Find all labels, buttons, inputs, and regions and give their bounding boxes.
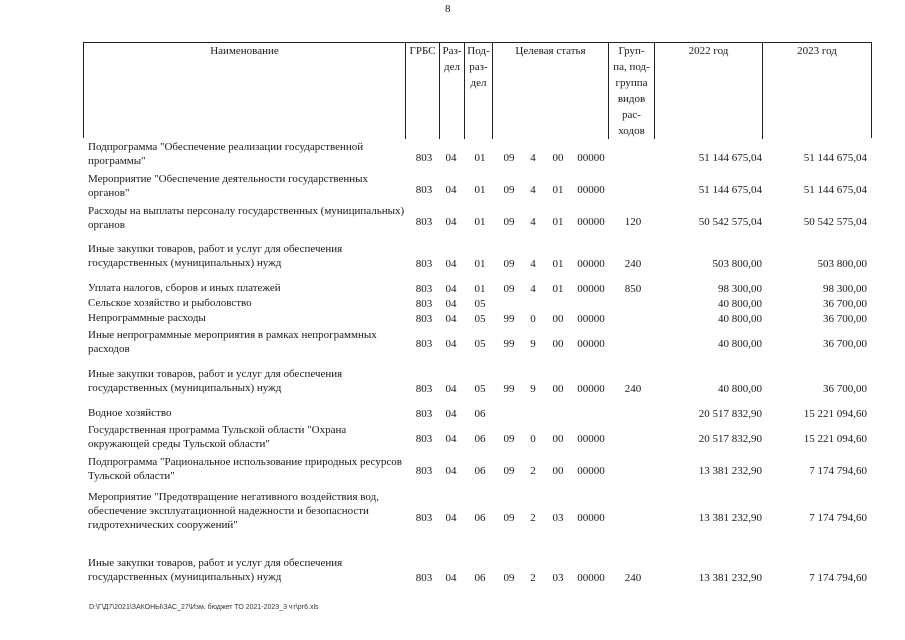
- cell-t2: 2: [530, 512, 536, 524]
- page-number: 8: [445, 3, 451, 15]
- cell-v2023: 7 174 794,60: [809, 572, 867, 584]
- cell-v2023: 50 542 575,04: [803, 216, 867, 228]
- cell-t2: 4: [530, 283, 536, 295]
- cell-v2023: 15 221 094,60: [803, 433, 867, 445]
- cell-t1: 09: [503, 258, 515, 270]
- cell-grbs: 803: [415, 184, 433, 196]
- cell-v2022: 50 542 575,04: [698, 216, 762, 228]
- row-name: Сельское хозяйство и рыболовство: [88, 297, 252, 309]
- row-name: Водное хозяйство: [88, 407, 172, 419]
- cell-t3: 00: [552, 338, 564, 350]
- cell-rz: 04: [445, 313, 457, 325]
- cell-t1: 09: [503, 512, 515, 524]
- cell-t1: 09: [503, 572, 515, 584]
- row-name: Иные закупки товаров, работ и услуг для обеспечения государственных (муниципальных) нужд: [88, 243, 343, 269]
- cell-v2022: 40 800,00: [718, 383, 762, 395]
- file-path-footer: D:\Г\Д7\2021\ЗАКОНЫ\ЗАС_27\Изм. бюджет ТО 2021-2023_3 чт\рг6.xls: [89, 604, 319, 611]
- row-name: Подпрограмма "Рациональное использование природных ресурсов Тульской области": [88, 456, 402, 482]
- cell-t1: 99: [503, 383, 515, 395]
- cell-rz: 04: [445, 258, 457, 270]
- cell-grbs: 803: [415, 313, 433, 325]
- header-2022: 2022 год: [655, 43, 763, 139]
- cell-rz: 04: [445, 283, 457, 295]
- cell-t1: 99: [503, 313, 515, 325]
- cell-pr: 01: [474, 152, 486, 164]
- cell-t1: 09: [503, 283, 515, 295]
- cell-pr: 06: [474, 433, 486, 445]
- cell-pr: 05: [474, 383, 486, 395]
- cell-rz: 04: [445, 216, 457, 228]
- cell-rz: 04: [445, 408, 457, 420]
- cell-t2: 4: [530, 216, 536, 228]
- row-name: Мероприятие "Предотвращение негативного воздействия вод, обеспечение эксплуатационной надежности и безопасности гидротехнических сооружений": [88, 491, 379, 531]
- cell-pr: 05: [474, 338, 486, 350]
- row-name: Иные непрограммные мероприятия в рамках непрограммных расходов: [88, 329, 377, 355]
- header-2023: 2023 год: [797, 45, 837, 57]
- cell-v2023: 98 300,00: [823, 283, 867, 295]
- cell-t3: 00: [552, 152, 564, 164]
- cell-rz: 04: [445, 572, 457, 584]
- cell-rz: 04: [445, 298, 457, 310]
- cell-grbs: 803: [415, 465, 433, 477]
- cell-pr: 01: [474, 258, 486, 270]
- cell-v2022: 40 800,00: [718, 313, 762, 325]
- cell-pr: 01: [474, 283, 486, 295]
- table-header: [83, 42, 872, 138]
- cell-rz: 04: [445, 184, 457, 196]
- cell-rz: 04: [445, 433, 457, 445]
- row-name: Расходы на выплаты персоналу государственных (муниципальных) органов: [88, 205, 405, 231]
- cell-v2023: 51 144 675,04: [803, 184, 867, 196]
- header-grbs: ГРБС: [406, 43, 440, 139]
- cell-v2022: 40 800,00: [718, 338, 762, 350]
- cell-v2023: 36 700,00: [823, 383, 867, 395]
- header-podrazdel: Под- раз- дел: [465, 43, 493, 139]
- cell-pr: 05: [474, 298, 486, 310]
- cell-t3: 00: [552, 465, 564, 477]
- cell-rz: 04: [445, 465, 457, 477]
- cell-v2022: 13 381 232,90: [698, 465, 762, 477]
- row-name: Подпрограмма "Обеспечение реализации государственной программы": [88, 141, 364, 167]
- cell-pr: 06: [474, 512, 486, 524]
- row-name: Непрограммные расходы: [88, 312, 206, 324]
- cell-pr: 06: [474, 408, 486, 420]
- cell-t3: 00: [552, 313, 564, 325]
- cell-rz: 04: [445, 512, 457, 524]
- cell-t1: 99: [503, 338, 515, 350]
- cell-t3: 01: [552, 283, 564, 295]
- cell-v2023: 36 700,00: [823, 313, 867, 325]
- cell-v2022: 13 381 232,90: [698, 512, 762, 524]
- cell-grbs: 803: [415, 152, 433, 164]
- cell-grbs: 803: [415, 258, 433, 270]
- cell-t3: 00: [552, 383, 564, 395]
- cell-t4: 00000: [577, 383, 605, 395]
- cell-pr: 01: [474, 216, 486, 228]
- cell-t3: 00: [552, 433, 564, 445]
- cell-t4: 00000: [577, 433, 605, 445]
- cell-t1: 09: [503, 465, 515, 477]
- cell-t3: 01: [552, 216, 564, 228]
- cell-t3: 01: [552, 258, 564, 270]
- cell-t2: 0: [530, 313, 536, 325]
- cell-t4: 00000: [577, 338, 605, 350]
- cell-v2022: 98 300,00: [718, 283, 762, 295]
- cell-t2: 4: [530, 152, 536, 164]
- cell-rz: 04: [445, 152, 457, 164]
- cell-pr: 06: [474, 465, 486, 477]
- cell-t2: 0: [530, 433, 536, 445]
- cell-vr: 240: [624, 258, 642, 270]
- row-name: Иные закупки товаров, работ и услуг для обеспечения государственных (муниципальных) нужд: [88, 557, 343, 583]
- cell-t3: 03: [552, 512, 564, 524]
- cell-t1: 09: [503, 216, 515, 228]
- cell-t4: 00000: [577, 184, 605, 196]
- cell-grbs: 803: [415, 216, 433, 228]
- cell-t1: 09: [503, 184, 515, 196]
- cell-t3: 01: [552, 184, 564, 196]
- cell-t2: 9: [530, 383, 536, 395]
- header-group: Груп- па, под- группа видов рас- ходов: [609, 43, 655, 139]
- cell-t2: 4: [530, 184, 536, 196]
- cell-grbs: 803: [415, 408, 433, 420]
- row-name: Иные закупки товаров, работ и услуг для обеспечения государственных (муниципальных) нужд: [88, 368, 343, 394]
- cell-vr: 850: [624, 283, 642, 295]
- cell-v2023: 36 700,00: [823, 338, 867, 350]
- cell-vr: 120: [624, 216, 642, 228]
- cell-t1: 09: [503, 152, 515, 164]
- cell-t4: 00000: [577, 258, 605, 270]
- cell-t4: 00000: [577, 572, 605, 584]
- row-name: Государственная программа Тульской области "Охрана окружающей среды Тульской области": [88, 424, 347, 450]
- cell-t2: 2: [530, 465, 536, 477]
- cell-t3: 03: [552, 572, 564, 584]
- cell-grbs: 803: [415, 433, 433, 445]
- cell-v2022: 20 517 832,90: [698, 433, 762, 445]
- cell-vr: 240: [624, 572, 642, 584]
- cell-grbs: 803: [415, 383, 433, 395]
- row-name: Уплата налогов, сборов и иных платежей: [88, 282, 281, 294]
- cell-v2022: 13 381 232,90: [698, 572, 762, 584]
- cell-t2: 2: [530, 572, 536, 584]
- cell-grbs: 803: [415, 283, 433, 295]
- cell-rz: 04: [445, 338, 457, 350]
- row-name: Мероприятие "Обеспечение деятельности государственных органов": [88, 173, 369, 199]
- cell-t4: 00000: [577, 465, 605, 477]
- cell-v2022: 20 517 832,90: [698, 408, 762, 420]
- cell-v2022: 503 800,00: [712, 258, 762, 270]
- cell-v2022: 40 800,00: [718, 298, 762, 310]
- cell-t2: 4: [530, 258, 536, 270]
- cell-rz: 04: [445, 383, 457, 395]
- cell-v2023: 7 174 794,60: [809, 512, 867, 524]
- cell-t2: 9: [530, 338, 536, 350]
- cell-v2023: 51 144 675,04: [803, 152, 867, 164]
- cell-v2022: 51 144 675,04: [698, 184, 762, 196]
- header-target: Целевая статья: [493, 43, 609, 139]
- cell-pr: 05: [474, 313, 486, 325]
- cell-v2023: 7 174 794,60: [809, 465, 867, 477]
- cell-grbs: 803: [415, 512, 433, 524]
- cell-pr: 01: [474, 184, 486, 196]
- cell-t4: 00000: [577, 152, 605, 164]
- cell-grbs: 803: [415, 338, 433, 350]
- cell-pr: 06: [474, 572, 486, 584]
- cell-t4: 00000: [577, 313, 605, 325]
- cell-grbs: 803: [415, 572, 433, 584]
- header-razdel: Раз- дел: [440, 43, 465, 139]
- header-name: Наименование: [84, 43, 406, 139]
- cell-v2023: 36 700,00: [823, 298, 867, 310]
- cell-v2023: 503 800,00: [817, 258, 867, 270]
- cell-t4: 00000: [577, 283, 605, 295]
- cell-grbs: 803: [415, 298, 433, 310]
- cell-v2022: 51 144 675,04: [698, 152, 762, 164]
- cell-t4: 00000: [577, 512, 605, 524]
- cell-t1: 09: [503, 433, 515, 445]
- cell-t4: 00000: [577, 216, 605, 228]
- cell-vr: 240: [624, 383, 642, 395]
- cell-v2023: 15 221 094,60: [803, 408, 867, 420]
